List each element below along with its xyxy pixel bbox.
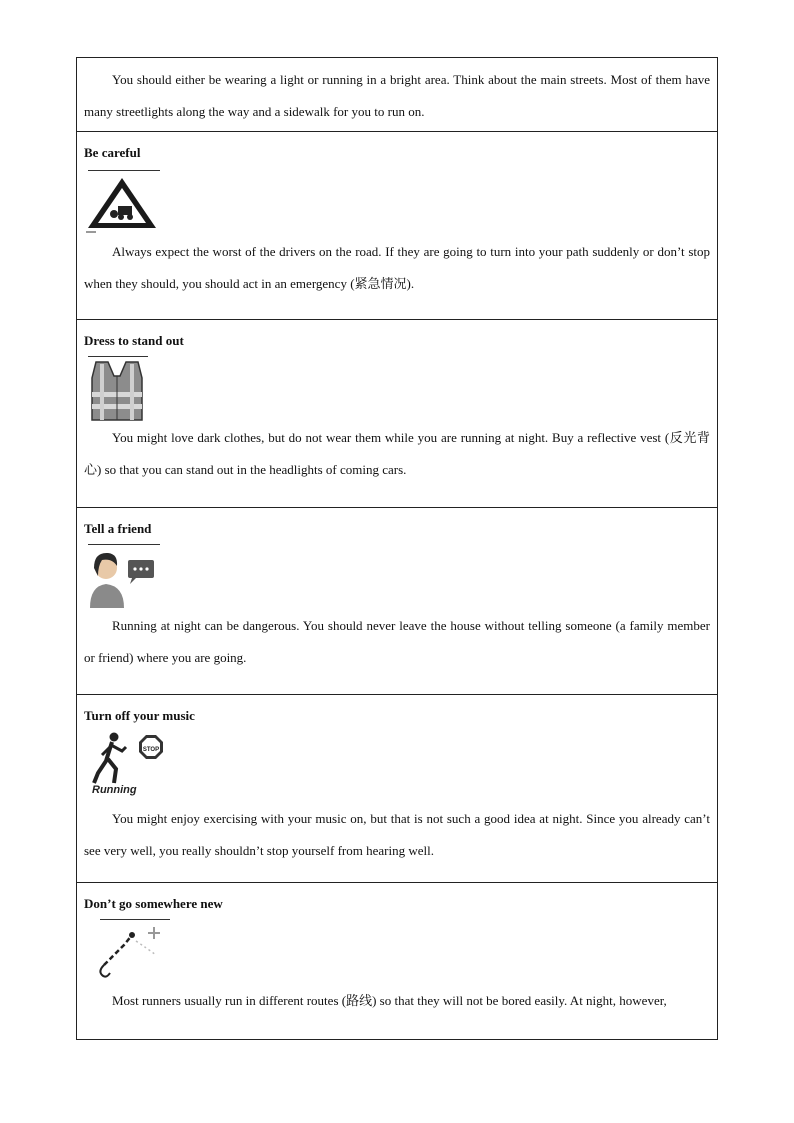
icon-caption: Running [92,784,137,796]
section-title: Dress to stand out [84,333,184,348]
section-text: You should either be wearing a light or running in a bright area. Think about the main streets. Most of them have many streetlights along the way and a sidewalk for you to run on. [84,72,710,119]
section-text: You might love dark clothes, but do not wear them while you are running at night. Buy a reflective vest (反光背心) so that you can stand out in the headlights of coming cars. [84,430,710,477]
tips-table [76,57,718,1040]
section-tell-a-friend [77,508,717,695]
person-chat-icon [84,544,160,608]
section-title: Tell a friend [84,521,152,536]
reflective-vest-icon [84,356,160,420]
route-map-icon [84,919,174,983]
section-text: You might enjoy exercising with your music on, but that is not such a good idea at night. Since you already can’t see very well, you really shouldn’t stop yourself from hearing well. [84,811,710,858]
section-text: Most runners usually run in different routes (路线) so that they will not be bored easily. At night, however, [112,993,667,1008]
section-text: Running at night can be dangerous. You should never leave the house without telling someone (a family member or friend) where you are going. [84,618,710,665]
section-title: Turn off your music [84,708,195,723]
warning-sign-icon [84,170,160,234]
runner-stop-icon [84,729,174,801]
stop-sign-text: STOP [142,747,160,753]
section-intro [77,58,717,132]
section-text: Always expect the worst of the drivers on the road. If they are going to turn into your path suddenly or don’t stop when they should, you should act in an emergency (紧急情况). [84,244,710,291]
section-turn-off-your-music [77,695,717,883]
section-dont-go-somewhere-new [77,883,717,1039]
section-dress-to-stand-out [77,320,717,508]
section-title: Be careful [84,145,141,160]
section-be-careful [77,132,717,320]
section-title: Don’t go somewhere new [84,896,223,911]
